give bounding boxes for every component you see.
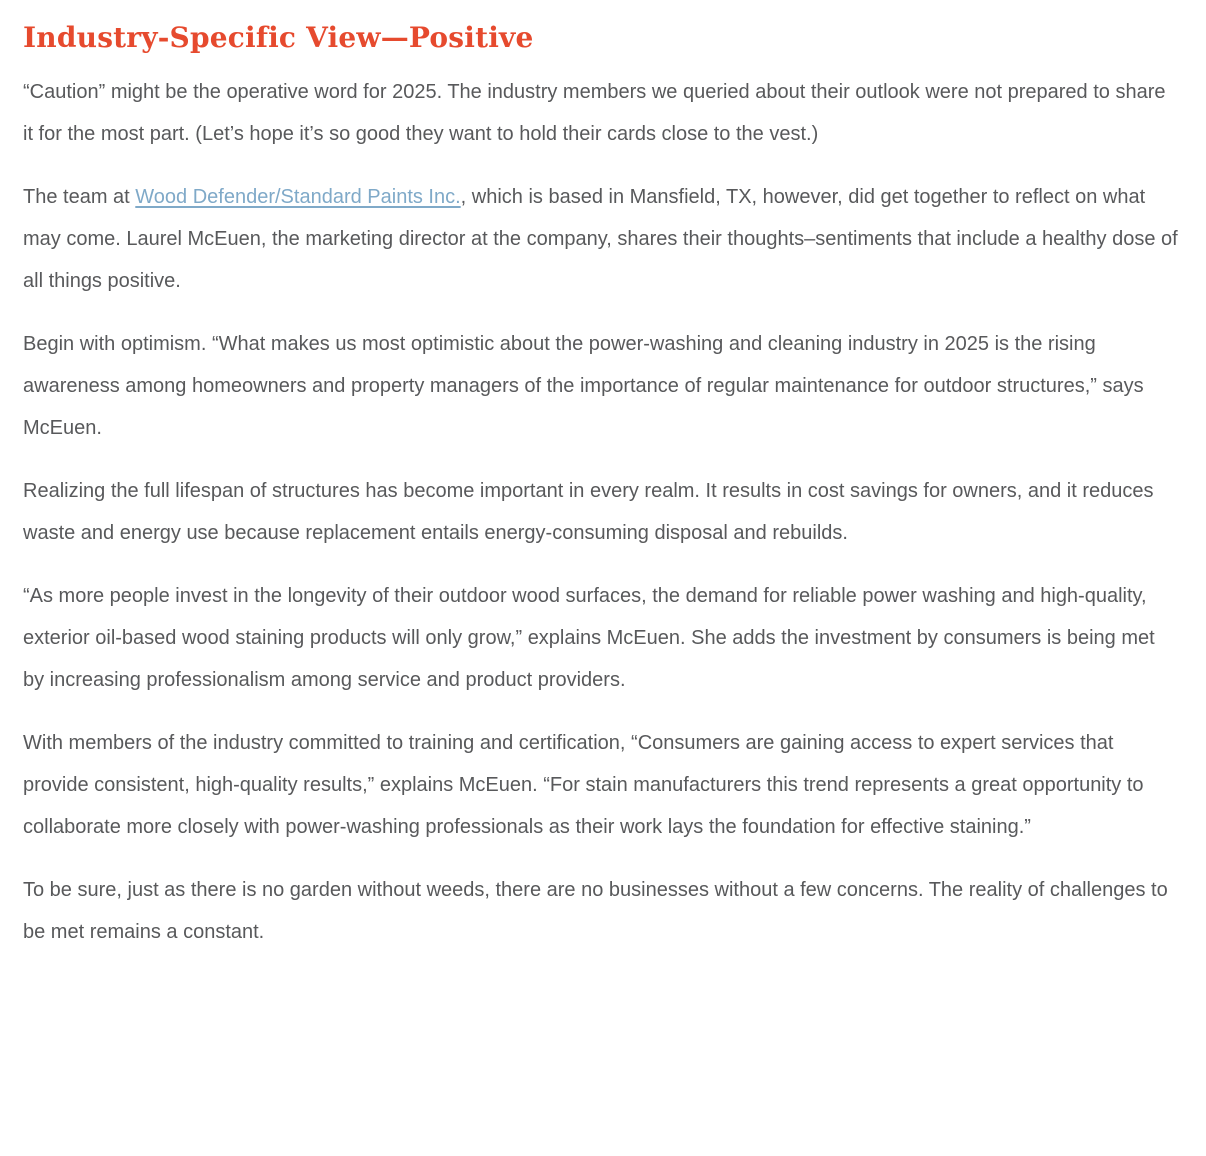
section-heading: Industry-Specific View—Positive <box>23 21 534 54</box>
paragraph-4: Realizing the full lifespan of structures has become important in every realm. It results in cost savings for owners, and it reduces waste and energy use because replacement entails energy-consuming disposal and rebuilds. <box>23 479 1154 544</box>
paragraph-7: To be sure, just as there is no garden without weeds, there are no businesses without a few concerns. The reality of challenges to be met remains a constant. <box>23 878 1168 943</box>
paragraph-5: “As more people invest in the longevity of their outdoor wood surfaces, the demand for reliable power washing and high-quality, exterior oil-based wood staining products will only grow,” explains McEuen. She adds the investment by consumers is being met by increasing professionalism among service and product providers. <box>23 584 1155 691</box>
paragraph-2-before-link: The team at <box>23 185 136 208</box>
paragraph-6: With members of the industry committed to training and certification, “Consumers are gaining access to expert services that provide consistent, high-quality results,” explains McEuen. “For stain manufacturers this trend represents a great opportunity to collaborate more closely with power-washing professionals as their work lays the foundation for effective staining.” <box>23 731 1144 838</box>
paragraph-2-after-link: , which is based in Mansfield, TX, however, did get together to reflect on what may come. Laurel McEuen, the marketing director at the company, shares their thoughts–sentiments that include a healthy dose of all things positive. <box>23 185 1178 292</box>
paragraph-3: Begin with optimism. “What makes us most optimistic about the power-washing and cleaning industry in 2025 is the rising awareness among homeowners and property managers of the importance of regular maintenance for outdoor structures,” says McEuen. <box>23 332 1144 439</box>
paragraph-1: “Caution” might be the operative word for 2025. The industry members we queried about their outlook were not prepared to share it for the most part. (Let’s hope it’s so good they want to hold their cards close to the vest.) <box>23 80 1166 145</box>
company-link[interactable]: Wood Defender/Standard Paints Inc. <box>135 185 461 208</box>
paragraph-2 <box>23 176 1180 302</box>
